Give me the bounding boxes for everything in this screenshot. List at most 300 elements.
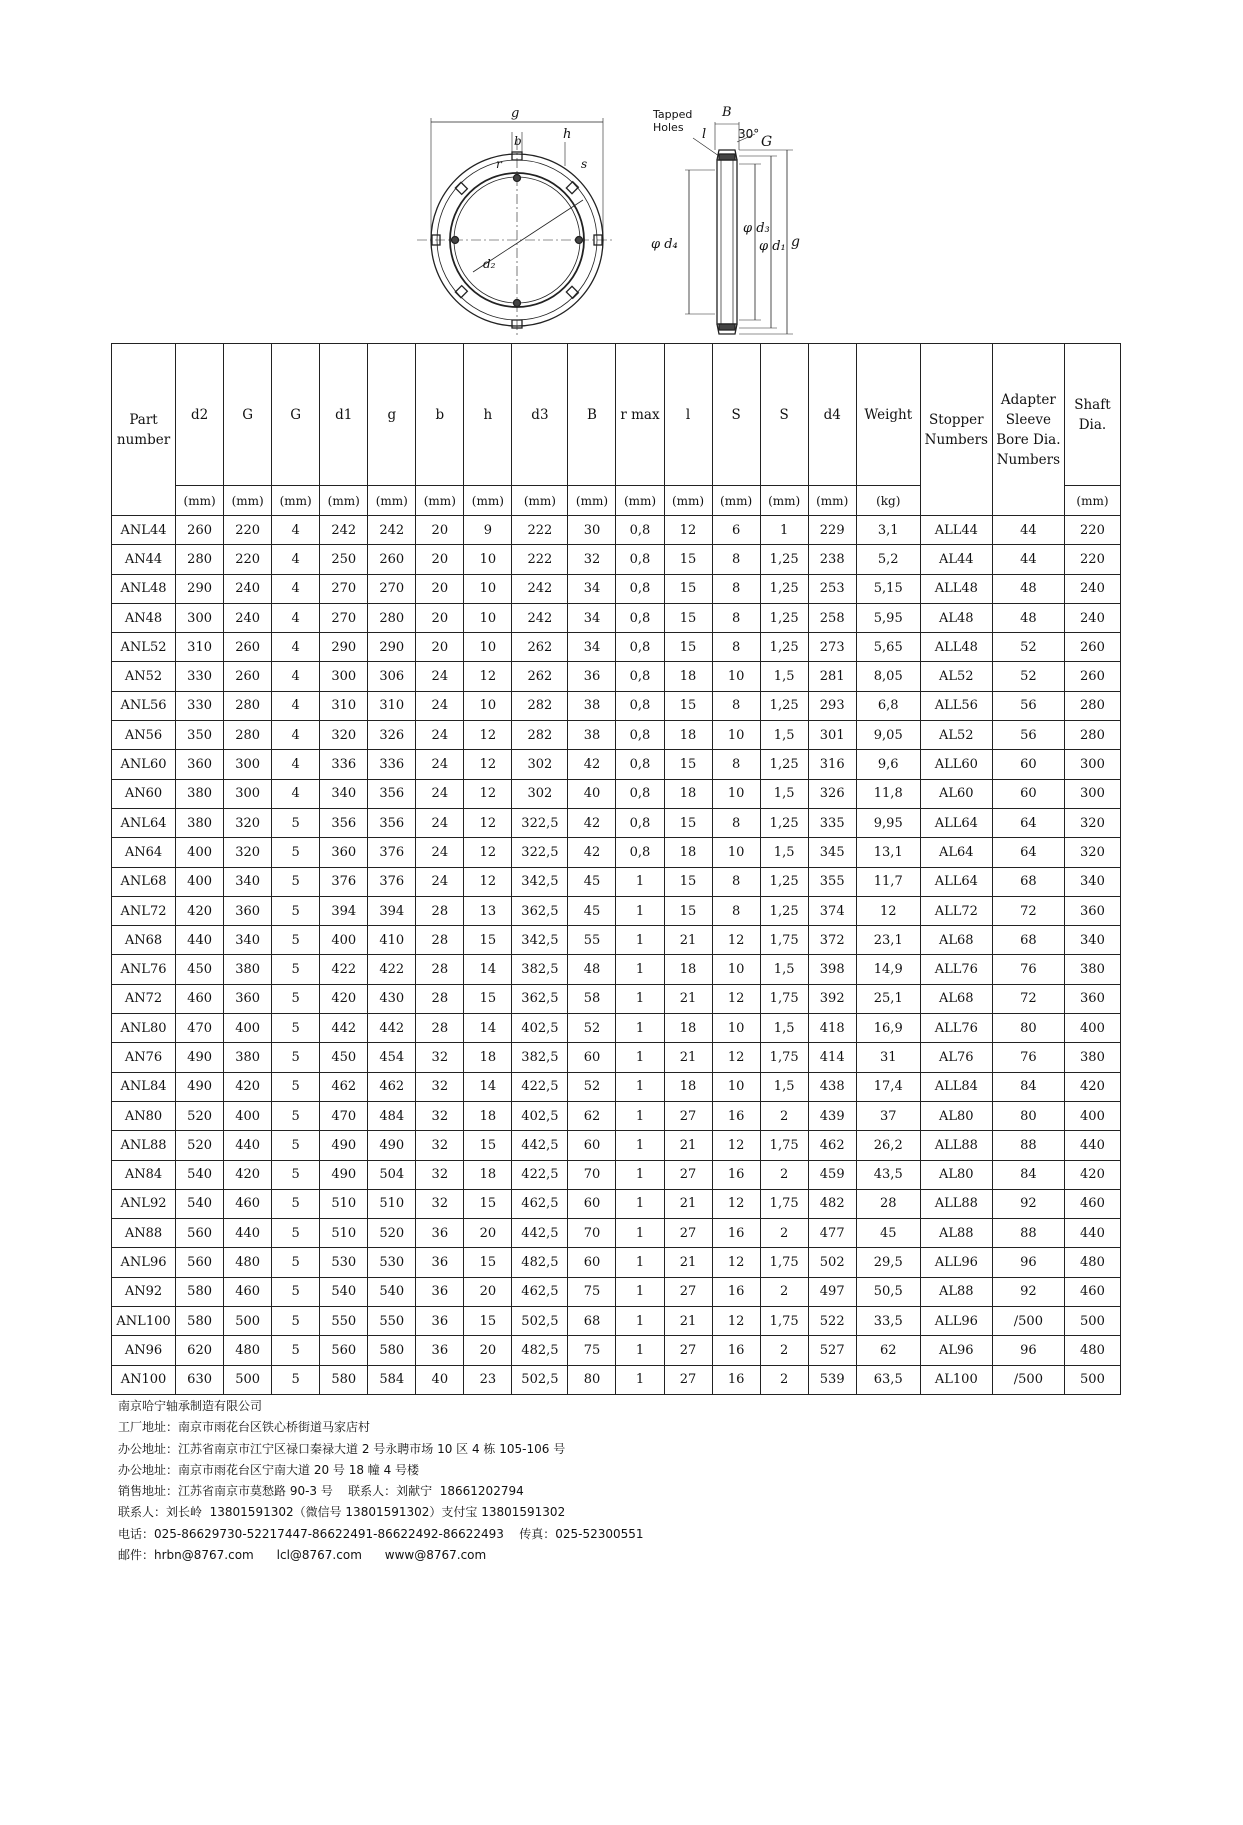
column-header: h — [464, 344, 512, 486]
contact-line: 邮件：hrbn@8767.com lcl@8767.com www@8767.com — [118, 1548, 487, 1563]
table-cell: 242 — [512, 574, 568, 603]
table-cell: 52 — [568, 1014, 616, 1043]
table-cell: 42 — [568, 838, 616, 867]
table-cell: 336 — [368, 750, 416, 779]
table-cell: 281 — [808, 662, 856, 691]
table-cell: 36 — [416, 1248, 464, 1277]
table-cell: 10 — [712, 779, 760, 808]
table-cell: AL88 — [920, 1219, 992, 1248]
table-cell: 460 — [1064, 1189, 1120, 1218]
table-cell: 27 — [664, 1277, 712, 1306]
table-cell: 5 — [272, 1131, 320, 1160]
table-row — [112, 545, 1121, 574]
table-cell: 4 — [272, 721, 320, 750]
table-cell: 24 — [416, 838, 464, 867]
table-cell: 1,5 — [760, 779, 808, 808]
table-cell: AL48 — [920, 603, 992, 632]
table-cell: 530 — [320, 1248, 368, 1277]
table-cell: 14 — [464, 955, 512, 984]
column-unit: (mm) — [320, 486, 368, 516]
table-cell: 470 — [320, 1101, 368, 1130]
table-cell: 27 — [664, 1365, 712, 1394]
table-cell: 68 — [992, 867, 1064, 896]
table-cell: 20 — [416, 516, 464, 545]
table-cell: 40 — [416, 1365, 464, 1394]
part-number-cell: AN80 — [112, 1101, 176, 1130]
table-cell: 480 — [224, 1248, 272, 1277]
table-cell: 560 — [176, 1248, 224, 1277]
table-cell: 15 — [664, 603, 712, 632]
column-header: r max — [616, 344, 664, 486]
table-cell: 242 — [368, 516, 416, 545]
table-cell: 355 — [808, 867, 856, 896]
table-cell: 36 — [416, 1219, 464, 1248]
table-cell: 340 — [1064, 867, 1120, 896]
table-cell: 84 — [992, 1160, 1064, 1189]
table-cell: 2 — [760, 1336, 808, 1365]
table-cell: 68 — [568, 1307, 616, 1336]
table-cell: 510 — [320, 1189, 368, 1218]
table-cell: 8 — [712, 867, 760, 896]
side-view-labels — [651, 105, 800, 254]
table-cell: 1,25 — [760, 750, 808, 779]
table-cell: 1,5 — [760, 1072, 808, 1101]
table-cell: 1 — [616, 1072, 664, 1101]
table-cell: ALL60 — [920, 750, 992, 779]
table-cell: AL64 — [920, 838, 992, 867]
table-cell: 12 — [464, 779, 512, 808]
table-cell: 5 — [272, 838, 320, 867]
table-cell: 1,25 — [760, 691, 808, 720]
table-cell: 459 — [808, 1160, 856, 1189]
table-cell: 280 — [224, 721, 272, 750]
table-cell: 88 — [992, 1219, 1064, 1248]
table-cell: AL68 — [920, 984, 992, 1013]
column-unit: (mm) — [368, 486, 416, 516]
table-cell: 5 — [272, 926, 320, 955]
table-cell: 482,5 — [512, 1248, 568, 1277]
column-header: Shaft Dia. — [1064, 344, 1120, 486]
table-cell: 12 — [464, 838, 512, 867]
table-row — [112, 1014, 1121, 1043]
table-cell: 1 — [760, 516, 808, 545]
table-cell: 560 — [176, 1219, 224, 1248]
table-cell: 490 — [176, 1043, 224, 1072]
table-cell: 300 — [1064, 750, 1120, 779]
table-cell: 280 — [368, 603, 416, 632]
column-header: S — [760, 344, 808, 486]
column-header: d4 — [808, 344, 856, 486]
table-cell: 250 — [320, 545, 368, 574]
table-cell: 21 — [664, 1307, 712, 1336]
table-cell: 23 — [464, 1365, 512, 1394]
table-cell: 20 — [416, 545, 464, 574]
column-unit: (mm) — [512, 486, 568, 516]
table-row — [112, 896, 1121, 925]
table-cell: 9,05 — [856, 721, 920, 750]
table-cell: 16 — [712, 1365, 760, 1394]
column-header: d1 — [320, 344, 368, 486]
part-number-cell: AN48 — [112, 603, 176, 632]
table-cell: 522 — [808, 1307, 856, 1336]
column-unit: (mm) — [464, 486, 512, 516]
table-cell: 42 — [568, 808, 616, 837]
table-cell: 229 — [808, 516, 856, 545]
table-row — [112, 603, 1121, 632]
label-d2: d₂ — [483, 257, 496, 271]
table-cell: 60 — [992, 779, 1064, 808]
table-cell: 1,75 — [760, 926, 808, 955]
table-cell: 220 — [224, 545, 272, 574]
table-cell: 500 — [1064, 1365, 1120, 1394]
table-cell: 48 — [568, 955, 616, 984]
table-cell: ALL96 — [920, 1248, 992, 1277]
table-cell: 360 — [224, 896, 272, 925]
table-cell: 2 — [760, 1219, 808, 1248]
table-cell: 362,5 — [512, 984, 568, 1013]
table-cell: 15 — [664, 691, 712, 720]
table-cell: 16 — [712, 1101, 760, 1130]
table-cell: 72 — [992, 896, 1064, 925]
table-cell: 5 — [272, 1248, 320, 1277]
column-unit: (mm) — [272, 486, 320, 516]
table-cell: 23,1 — [856, 926, 920, 955]
table-cell: 33,5 — [856, 1307, 920, 1336]
table-cell: 8,05 — [856, 662, 920, 691]
table-cell: 70 — [568, 1160, 616, 1189]
table-cell: 32 — [416, 1131, 464, 1160]
table-cell: 15 — [464, 1189, 512, 1218]
table-cell: 280 — [1064, 691, 1120, 720]
table-cell: 4 — [272, 545, 320, 574]
table-cell: 18 — [664, 779, 712, 808]
table-cell: 1,5 — [760, 955, 808, 984]
table-cell: 460 — [224, 1277, 272, 1306]
table-cell: 21 — [664, 1131, 712, 1160]
table-cell: 24 — [416, 662, 464, 691]
table-cell: 12 — [712, 1131, 760, 1160]
table-cell: 270 — [320, 574, 368, 603]
table-cell: 15 — [464, 1307, 512, 1336]
table-row — [112, 1307, 1121, 1336]
table-cell: 0,8 — [616, 808, 664, 837]
table-cell: 14,9 — [856, 955, 920, 984]
table-cell: 1 — [616, 867, 664, 896]
table-cell: 242 — [512, 603, 568, 632]
table-row — [112, 867, 1121, 896]
table-cell: 310 — [320, 691, 368, 720]
table-cell: 55 — [568, 926, 616, 955]
table-cell: 27 — [664, 1219, 712, 1248]
column-unit: (mm) — [616, 486, 664, 516]
table-cell: 52 — [992, 662, 1064, 691]
column-header: Part number — [112, 344, 176, 516]
table-cell: 5 — [272, 1219, 320, 1248]
table-cell: 28 — [416, 896, 464, 925]
table-cell: 620 — [176, 1336, 224, 1365]
table-cell: 630 — [176, 1365, 224, 1394]
table-cell: 460 — [176, 984, 224, 1013]
table-cell: 238 — [808, 545, 856, 574]
table-cell: 320 — [224, 838, 272, 867]
table-cell: 10 — [712, 1014, 760, 1043]
table-cell: 10 — [712, 662, 760, 691]
side-view — [685, 122, 793, 334]
table-cell: AL100 — [920, 1365, 992, 1394]
table-cell: 18 — [664, 1014, 712, 1043]
contact-line: 南京哈宁轴承制造有限公司 — [118, 1399, 263, 1413]
table-cell: 400 — [224, 1014, 272, 1043]
table-cell: 310 — [176, 633, 224, 662]
table-cell: 1 — [616, 1160, 664, 1189]
table-cell: 14 — [464, 1072, 512, 1101]
table-row — [112, 1072, 1121, 1101]
part-number-cell: AN84 — [112, 1160, 176, 1189]
table-cell: 18 — [664, 662, 712, 691]
table-cell: 12 — [464, 750, 512, 779]
table-cell: 310 — [368, 691, 416, 720]
table-cell: 1,75 — [760, 984, 808, 1013]
table-cell: 290 — [320, 633, 368, 662]
table-cell: 270 — [368, 574, 416, 603]
table-cell: 220 — [1064, 516, 1120, 545]
table-cell: 18 — [664, 1072, 712, 1101]
table-cell: 10 — [712, 721, 760, 750]
table-cell: 8 — [712, 545, 760, 574]
table-cell: ALL48 — [920, 633, 992, 662]
table-cell: 4 — [272, 779, 320, 808]
table-cell: 31 — [856, 1043, 920, 1072]
table-cell: 540 — [176, 1160, 224, 1189]
table-cell: 302 — [512, 750, 568, 779]
table-cell: 400 — [224, 1101, 272, 1130]
table-cell: 442,5 — [512, 1219, 568, 1248]
table-cell: 1,5 — [760, 721, 808, 750]
front-view-labels — [483, 106, 587, 271]
table-cell: 462,5 — [512, 1189, 568, 1218]
table-cell: 1,25 — [760, 867, 808, 896]
table-cell: 36 — [416, 1336, 464, 1365]
table-cell: 8 — [712, 574, 760, 603]
table-cell: 18 — [464, 1101, 512, 1130]
table-cell: 422,5 — [512, 1072, 568, 1101]
table-cell: 290 — [176, 574, 224, 603]
table-cell: 76 — [992, 955, 1064, 984]
table-cell: 43,5 — [856, 1160, 920, 1189]
table-cell: 462 — [320, 1072, 368, 1101]
table-cell: 420 — [320, 984, 368, 1013]
table-cell: 539 — [808, 1365, 856, 1394]
table-cell: 16 — [712, 1336, 760, 1365]
part-number-cell: ANL52 — [112, 633, 176, 662]
table-cell: 52 — [568, 1072, 616, 1101]
table-cell: 5 — [272, 955, 320, 984]
table-cell: 15 — [664, 750, 712, 779]
table-cell: 376 — [368, 838, 416, 867]
table-cell: 320 — [1064, 838, 1120, 867]
table-cell: 520 — [176, 1131, 224, 1160]
column-header: b — [416, 344, 464, 486]
table-cell: 500 — [1064, 1307, 1120, 1336]
table-cell: 480 — [1064, 1248, 1120, 1277]
table-cell: 360 — [176, 750, 224, 779]
table-cell: 1,5 — [760, 838, 808, 867]
table-cell: 24 — [416, 779, 464, 808]
table-cell: 32 — [416, 1072, 464, 1101]
table-cell: 454 — [368, 1043, 416, 1072]
table-cell: 262 — [512, 662, 568, 691]
part-number-cell: ANL88 — [112, 1131, 176, 1160]
table-cell: 430 — [368, 984, 416, 1013]
table-cell: 40 — [568, 779, 616, 808]
table-cell: 5 — [272, 1101, 320, 1130]
table-cell: 540 — [320, 1277, 368, 1306]
table-cell: 60 — [992, 750, 1064, 779]
label-phi-d3: φ d₃ — [743, 221, 770, 236]
part-number-cell: AN88 — [112, 1219, 176, 1248]
table-cell: 372 — [808, 926, 856, 955]
table-cell: 262 — [512, 633, 568, 662]
table-cell: 438 — [808, 1072, 856, 1101]
table-cell: 20 — [464, 1336, 512, 1365]
label-h: h — [563, 127, 572, 142]
company-contact-info — [118, 1396, 1018, 1566]
table-row — [112, 955, 1121, 984]
table-cell: 21 — [664, 984, 712, 1013]
table-cell: 8 — [712, 896, 760, 925]
table-cell: 340 — [320, 779, 368, 808]
table-cell: ALL88 — [920, 1189, 992, 1218]
table-cell: 96 — [992, 1336, 1064, 1365]
table-cell: 240 — [224, 603, 272, 632]
table-cell: 4 — [272, 691, 320, 720]
table-cell: 0,8 — [616, 603, 664, 632]
contact-line: 办公地址：南京市雨花台区宁南大道 20 号 18 幢 4 号楼 — [118, 1462, 420, 1477]
table-cell: 293 — [808, 691, 856, 720]
table-cell: 300 — [176, 603, 224, 632]
table-cell: 12 — [712, 926, 760, 955]
table-cell: 301 — [808, 721, 856, 750]
table-cell: 398 — [808, 955, 856, 984]
table-cell: 392 — [808, 984, 856, 1013]
table-cell: 1,25 — [760, 545, 808, 574]
table-cell: 0,8 — [616, 750, 664, 779]
table-cell: 380 — [176, 808, 224, 837]
table-cell: 0,8 — [616, 574, 664, 603]
table-cell: 12 — [664, 516, 712, 545]
part-number-cell: ANL76 — [112, 955, 176, 984]
column-unit: (mm) — [568, 486, 616, 516]
column-unit: (mm) — [712, 486, 760, 516]
table-cell: 500 — [224, 1365, 272, 1394]
table-cell: 10 — [464, 574, 512, 603]
table-cell: 360 — [1064, 896, 1120, 925]
label-g: g — [511, 106, 520, 121]
table-cell: 13 — [464, 896, 512, 925]
table-cell: 5 — [272, 808, 320, 837]
table-cell: 4 — [272, 516, 320, 545]
table-cell: 18 — [464, 1043, 512, 1072]
table-cell: 32 — [416, 1043, 464, 1072]
table-cell: 10 — [712, 955, 760, 984]
column-header: g — [368, 344, 416, 486]
table-cell: 20 — [464, 1277, 512, 1306]
table-cell: 394 — [368, 896, 416, 925]
table-cell: 1 — [616, 896, 664, 925]
table-cell: 18 — [664, 838, 712, 867]
table-cell: 527 — [808, 1336, 856, 1365]
table-cell: 64 — [992, 808, 1064, 837]
table-cell: 80 — [992, 1014, 1064, 1043]
table-cell: 258 — [808, 603, 856, 632]
table-cell: 5 — [272, 1307, 320, 1336]
table-row — [112, 808, 1121, 837]
table-row — [112, 1277, 1121, 1306]
table-cell: 20 — [416, 603, 464, 632]
part-number-cell: ANL92 — [112, 1189, 176, 1218]
table-cell: 5,65 — [856, 633, 920, 662]
table-cell: 400 — [176, 838, 224, 867]
table-cell: 4 — [272, 603, 320, 632]
label-30-degree: 30° — [738, 127, 760, 141]
table-cell: 2 — [760, 1160, 808, 1189]
part-number-cell: ANL64 — [112, 808, 176, 837]
table-cell: 9,95 — [856, 808, 920, 837]
table-cell: 5 — [272, 1014, 320, 1043]
table-cell: AL76 — [920, 1043, 992, 1072]
column-header: G — [224, 344, 272, 486]
table-cell: 30 — [568, 516, 616, 545]
table-cell: 482,5 — [512, 1336, 568, 1365]
table-cell: 1 — [616, 1336, 664, 1365]
table-cell: 510 — [368, 1189, 416, 1218]
table-cell: 28 — [416, 926, 464, 955]
table-cell: 11,7 — [856, 867, 920, 896]
label-l: l — [702, 127, 707, 142]
table-cell: 422 — [368, 955, 416, 984]
table-cell: 560 — [320, 1336, 368, 1365]
table-cell: 280 — [224, 691, 272, 720]
table-cell: 12 — [464, 662, 512, 691]
table-cell: 15 — [464, 926, 512, 955]
table-cell: /500 — [992, 1365, 1064, 1394]
table-cell: 28 — [416, 955, 464, 984]
table-cell: 60 — [568, 1131, 616, 1160]
column-header: Stopper Numbers — [920, 344, 992, 516]
table-cell: 580 — [176, 1307, 224, 1336]
table-cell: 10 — [464, 691, 512, 720]
table-row — [112, 1101, 1121, 1130]
table-cell: 45 — [856, 1219, 920, 1248]
table-cell: 36 — [568, 662, 616, 691]
label-phi-d4: φ d₄ — [651, 237, 678, 252]
table-cell: 1,5 — [760, 662, 808, 691]
table-cell: 44 — [992, 545, 1064, 574]
table-cell: 1,25 — [760, 574, 808, 603]
table-cell: 1 — [616, 1307, 664, 1336]
table-cell: 490 — [368, 1131, 416, 1160]
table-cell: 1,25 — [760, 633, 808, 662]
table-cell: 70 — [568, 1219, 616, 1248]
table-cell: 362,5 — [512, 896, 568, 925]
table-cell: 480 — [224, 1336, 272, 1365]
table-row — [112, 1365, 1121, 1394]
table-cell: 1,75 — [760, 1043, 808, 1072]
table-cell: AL68 — [920, 926, 992, 955]
table-cell: 56 — [992, 721, 1064, 750]
table-cell: 34 — [568, 574, 616, 603]
table-row — [112, 633, 1121, 662]
